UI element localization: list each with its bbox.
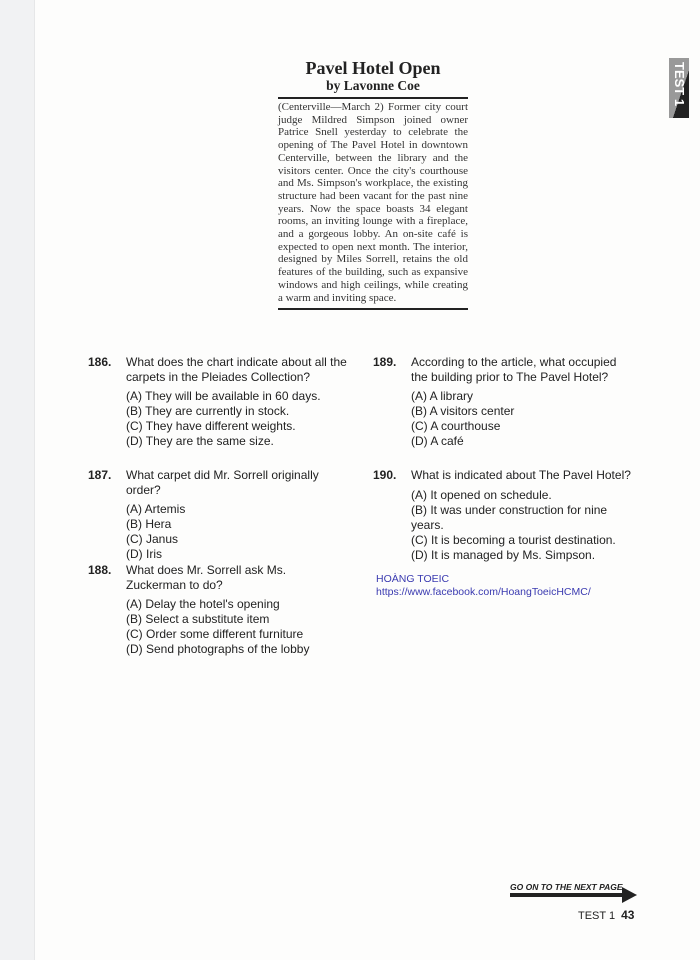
question-stem: What carpet did Mr. Sorrell originally order? (126, 468, 319, 497)
answer-option[interactable]: (C) A courthouse (411, 419, 501, 433)
question-number: 188. (88, 563, 112, 577)
answer-option[interactable]: (D) It is managed by Ms. Simpson. (411, 547, 596, 562)
answer-option[interactable]: (A) A library (411, 389, 474, 403)
answer-option[interactable]: (A) Delay the hotel's opening (126, 597, 280, 611)
test-tab: TEST 1 (669, 58, 689, 118)
answer-option[interactable]: (B) It was under construction for nine years. (411, 502, 608, 532)
divider (278, 97, 468, 99)
question-number: 186. (88, 355, 112, 369)
divider (278, 308, 468, 310)
answer-option[interactable]: (D) A café (411, 434, 464, 448)
page-footer: TEST 1 43 (578, 908, 635, 922)
watermark-name: HOÀNG TOEIC (376, 573, 450, 585)
answer-option[interactable]: (A) They will be available in 60 days. (126, 389, 321, 403)
question-number: 189. (373, 355, 397, 369)
answer-option[interactable]: (B) They are currently in stock. (126, 404, 290, 418)
question-189 (373, 355, 633, 449)
answer-option[interactable]: (D) Send photographs of the lobby (126, 642, 310, 656)
answer-option[interactable]: (C) Order some different furniture (126, 627, 304, 641)
question-stem: What does Mr. Sorrell ask Ms. Zuckerman to do? (126, 563, 287, 592)
binding-margin (0, 0, 35, 960)
question-stem: What does the chart indicate about all the carpets in the Pleiades Collection? (126, 355, 347, 384)
question-186 (88, 355, 348, 449)
article-body: (Centerville—March 2) Former city court judge Mildred Simpson joined owner Patrice Snell yesterday to celebrate the opening of The Pavel Hotel in downtown Centerville, between the library and the visitors center. Once the city's courthouse and Ms. Simpson's workplace, the existing structure had been vacant for the past nine years. Now the space boasts 34 elegant rooms, an inviting lounge with a fireplace, and a gorgeous lobby. An on-site café is expected to open next month. The interior, designed by Miles Sorrell, retains the old features of the building, such as expansive windows and high ceilings, while creating a warm and inviting space. (278, 101, 468, 304)
answer-option[interactable]: (C) They have different weights. (126, 419, 296, 433)
answer-option[interactable]: (A) It opened on schedule. (411, 487, 552, 502)
next-page-label: GO ON TO THE NEXT PAGE (510, 882, 623, 892)
article-byline: by Lavonne Coe (326, 78, 420, 93)
answer-option[interactable]: (D) Iris (126, 547, 162, 561)
answer-option[interactable]: (B) Hera (126, 517, 172, 531)
answer-option[interactable]: (D) They are the same size. (126, 434, 274, 448)
watermark-url[interactable]: https://www.facebook.com/HoangToeicHCMC/ (376, 586, 591, 598)
question-stem: According to the article, what occupied the building prior to The Pavel Hotel? (411, 355, 617, 384)
article (278, 58, 468, 310)
question-190 (373, 468, 633, 563)
question-188 (88, 563, 348, 657)
answer-option[interactable]: (C) It is becoming a tourist destination. (411, 532, 616, 547)
question-number: 187. (88, 468, 112, 482)
page-number: 43 (621, 908, 635, 922)
answer-option[interactable]: (C) Janus (126, 532, 179, 546)
arrow-right-icon (510, 893, 623, 897)
article-title: Pavel Hotel Open (305, 58, 441, 78)
answer-option[interactable]: (A) Artemis (126, 502, 186, 516)
watermark (376, 573, 591, 599)
question-number: 190. (373, 468, 397, 482)
question-stem: What is indicated about The Pavel Hotel? (411, 468, 631, 482)
answer-option[interactable]: (B) Select a substitute item (126, 612, 270, 626)
question-187 (88, 468, 348, 562)
answer-option[interactable]: (B) A visitors center (411, 404, 515, 418)
